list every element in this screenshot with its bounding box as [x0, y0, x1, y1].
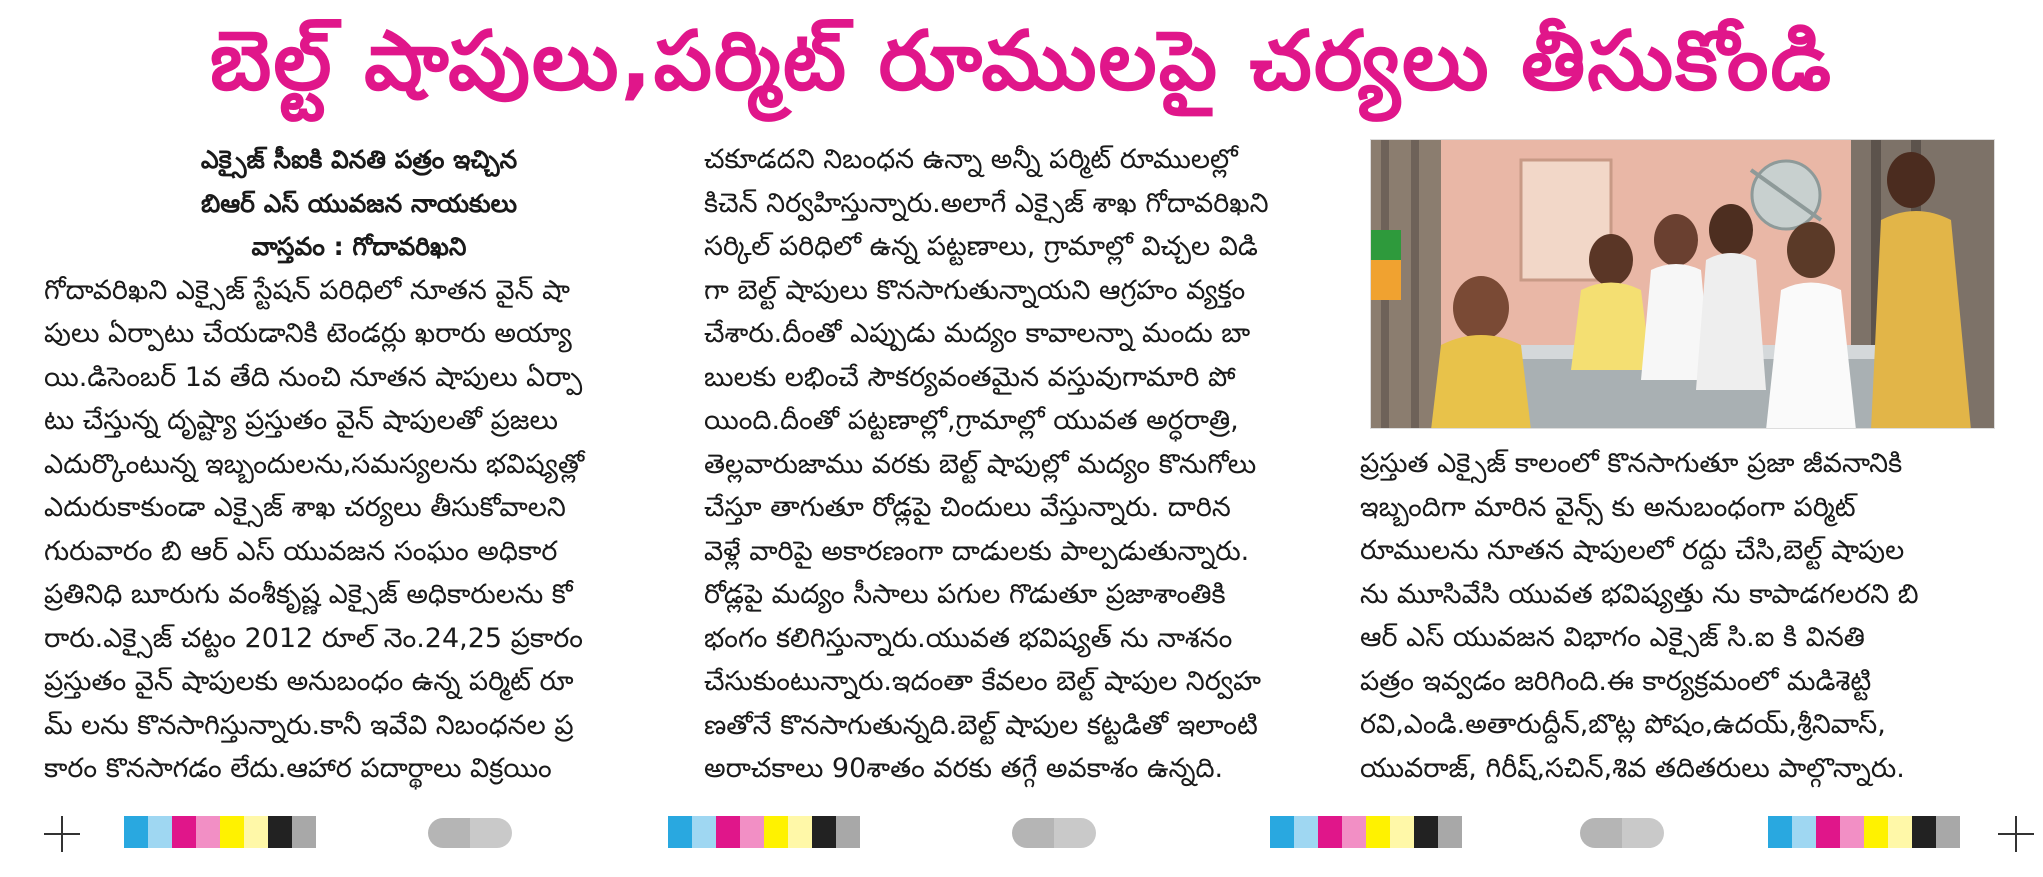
gray-pill-mark: [428, 818, 512, 848]
color-swatch: [1342, 816, 1366, 848]
body-line: యి.డిసెంబర్ 1వ తేది నుంచి నూతన షాపులు ఏర్పా: [44, 361, 583, 393]
body-line: ఆర్ ఎస్ యువజన విభాగం ఎక్సైజ్ సి.ఐ కి వినతి: [1360, 622, 1865, 653]
color-swatch: [1768, 816, 1792, 848]
body-line: కారం కొనసాగడం లేదు.ఆహార పదార్థాలు విక్రయిం: [44, 753, 552, 784]
color-swatch: [668, 816, 692, 848]
body-line: టు చేస్తున్న దృష్ట్యా ప్రస్తుతం వైన్ షాపులతో ప్రజలు: [44, 405, 559, 436]
body-line: పులు ఏర్పాటు చేయడానికి టెండర్లు ఖరారు అయ్యా: [44, 318, 572, 349]
body-line: గా బెల్ట్ షాపులు కొనసాగుతున్నాయని ఆగ్రహం వ్యక్తం: [704, 274, 1246, 306]
color-swatch: [196, 816, 220, 848]
body-line: రవి,ఎండి.అతారుద్దీన్,బొట్ల పోషం,ఉదయ్,శ్రీనివాస్,: [1360, 709, 1886, 740]
body-line: రూములను నూతన షాపులలో రద్దు చేసి,బెల్ట్ షాపుల: [1360, 535, 1905, 566]
color-swatch: [1840, 816, 1864, 848]
headline: బెల్ట్ షాపులు,పర్మిట్ రూములపై చర్యలు తీసుకోండి: [209, 14, 1834, 109]
color-swatch: [1816, 816, 1840, 848]
gray-pill-mark: [1012, 818, 1096, 848]
byline-line: బిఆర్ ఎస్ యువజన నాయకులు: [200, 188, 518, 218]
body-line: గోదావరిఖని ఎక్సైజ్ స్టేషన్ పరిధిలో నూతన వైన్ షా: [44, 274, 570, 306]
body-line: గురువారం బి ఆర్ ఎస్ యువజన సంఘం అధికార: [44, 535, 558, 567]
body-line: ప్రస్తుత ఎక్సైజ్ కాలంలో కొనసాగుతూ ప్రజా జీవనానికి: [1360, 448, 1903, 479]
color-swatch: [716, 816, 740, 848]
color-bar: [668, 816, 860, 852]
body-line: చేశారు.దీంతో ఎప్పుడు మద్యం కావాలన్నా మందు బా: [704, 318, 1251, 349]
color-swatch: [1438, 816, 1462, 848]
body-line: మ్ లను కొనసాగిస్తున్నారు.కానీ ఇవేవి నిబంధనల ప్ర: [44, 709, 574, 741]
color-bar: [1768, 816, 1960, 852]
body-line: చేసుకుంటున్నారు.ఇదంతా కేవలం బెల్ట్ షాపుల నిర్వహ: [704, 666, 1262, 697]
color-swatches: [1768, 816, 1960, 848]
color-swatch: [1294, 816, 1318, 848]
body-line: యింది.దీంతో పట్టణాల్లో,గ్రామాల్లో యువత అర్ధరాత్రి,: [704, 405, 1239, 436]
body-line: చేస్తూ తాగుతూ రోడ్లపై చిందులు వేస్తున్నారు. దారిన: [704, 492, 1231, 523]
body-line: ప్రతినిధి బూరుగు వంశీకృష్ణ ఎక్సైజ్ అధికారులను కో: [44, 579, 573, 610]
body-line: సర్కిల్ పరిధిలో ఉన్న పట్టణాలు, గ్రామాల్లో విచ్చల విడి: [704, 231, 1258, 262]
body-line: భంగం కలిగిస్తున్నారు.యువత భవిష్యత్ ను నాశనం: [704, 622, 1233, 654]
color-swatch: [836, 816, 860, 848]
color-swatch: [1792, 816, 1816, 848]
color-swatch: [764, 816, 788, 848]
color-swatch: [268, 816, 292, 848]
color-swatch: [812, 816, 836, 848]
color-swatch: [124, 816, 148, 848]
gray-pill-mark: [1580, 818, 1664, 848]
article-column-3: [1360, 442, 2000, 790]
body-line: రోడ్లపై మద్యం సీసాలు పగుల గొడుతూ ప్రజాశాంతికి: [704, 579, 1226, 610]
color-swatch: [172, 816, 196, 848]
color-swatch: [1936, 816, 1960, 848]
color-swatch: [692, 816, 716, 848]
color-swatch: [740, 816, 764, 848]
color-swatch: [1864, 816, 1888, 848]
body-line: రారు.ఎక్సైజ్ చట్టం 2012 రూల్ నెం.24,25 ప్రకారం: [44, 622, 583, 654]
body-line: యువరాజ్, గిరీష్,సచిన్,శివ తదితరులు పాల్గొన్నారు.: [1360, 752, 1905, 784]
color-swatch: [788, 816, 812, 848]
body-line: ఇబ్బందిగా మారిన వైన్స్ కు అనుబంధంగా పర్మిట్: [1360, 491, 1856, 523]
body-line: పత్రం ఇవ్వడం జరిగింది.ఈ కార్యక్రమంలో మడిశెట్టి: [1360, 665, 1872, 697]
color-swatch: [244, 816, 268, 848]
color-swatch: [1414, 816, 1438, 848]
color-swatch: [1318, 816, 1342, 848]
body-line: చకూడదని నిబంధన ఉన్నా అన్నీ పర్మిట్ రూములల్లో: [704, 144, 1238, 175]
color-swatch: [1912, 816, 1936, 848]
body-line: ఎదురుకాకుండా ఎక్సైజ్ శాఖ చర్యలు తీసుకోవాలని: [44, 492, 566, 523]
news-photo: [1370, 139, 1995, 429]
byline-line: ఎక్సైజ్ సీఐకి వినతి పత్రం ఇచ్చిన: [200, 145, 518, 174]
dateline: వాస్తవం : గోదావరిఖని: [251, 232, 467, 261]
color-swatch: [1366, 816, 1390, 848]
body-line: అరాచకాలు 90శాతం వరకు తగ్గే అవకాశం ఉన్నది.: [704, 753, 1224, 784]
registration-cross-icon: [44, 816, 80, 852]
color-swatch: [220, 816, 244, 848]
color-swatch: [148, 816, 172, 848]
color-bar: [124, 816, 316, 852]
body-line: ప్రస్తుతం వైన్ షాపులకు అనుబంధం ఉన్న పర్మిట్ రూ: [44, 666, 574, 697]
color-swatches: [668, 816, 860, 848]
body-line: కిచెన్ నిర్వహిస్తున్నారు.అలాగే ఎక్సైజ్ శాఖ గోదావరిఖని: [704, 187, 1269, 219]
color-swatches: [124, 816, 316, 848]
color-swatch: [1390, 816, 1414, 848]
color-bar: [1270, 816, 1462, 852]
body-line: ఎదుర్కొంటున్న ఇబ్బందులను,సమస్యలను భవిష్యత్లో: [44, 448, 585, 480]
article-column-1: [44, 138, 674, 791]
color-swatch: [1270, 816, 1294, 848]
body-line: బులకు లభించే సౌకర్యవంతమైన వస్తువుగామారి పో: [704, 361, 1236, 393]
group-photo-icon: [1371, 140, 1995, 429]
article-column-2: [704, 138, 1334, 791]
body-line: ను మూసివేసి యువత భవిష్యత్తు ను కాపాడగలరని బి: [1360, 578, 1919, 610]
body-line: వెళ్లే వారిపై అకారణంగా దాడులకు పాల్పడుతున్నారు.: [704, 535, 1250, 567]
body-line: ణతోనే కొనసాగుతున్నది.బెల్ట్ షాపుల కట్టడితో ఇలాంటి: [704, 709, 1258, 741]
color-swatch: [1888, 816, 1912, 848]
body-line: తెల్లవారుజాము వరకు బెల్ట్ షాపుల్లో మద్యం కొనుగోలు: [704, 448, 1257, 480]
registration-cross-icon: [1998, 816, 2034, 852]
color-swatches: [1270, 816, 1462, 848]
color-swatch: [292, 816, 316, 848]
